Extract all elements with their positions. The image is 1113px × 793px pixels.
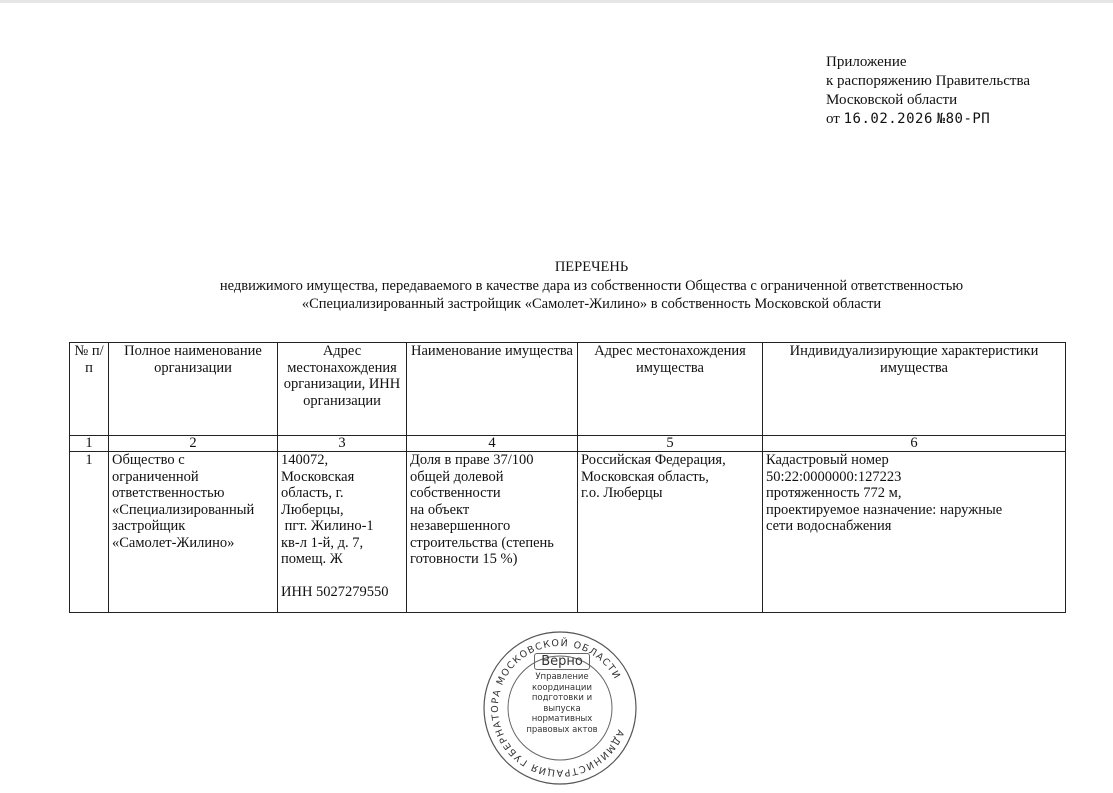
stamp-inner-line: правовых актов [526, 724, 598, 735]
text-line: «Специализированный [112, 501, 255, 518]
row-org-name [109, 452, 278, 613]
table-column-numbers-row [70, 436, 1066, 452]
stamp-inner-line: нормативных [531, 714, 593, 724]
top-border-line [0, 0, 1113, 3]
text-line: 140072, [281, 452, 329, 468]
text-line: Общество с [112, 452, 185, 468]
header-num: № п/п [70, 343, 109, 436]
property-table [69, 342, 1066, 613]
text-line: г.о. Люберцы [581, 485, 663, 501]
text-line: 50:22:0000000:127223 [766, 468, 902, 485]
stamp-inner-line: подготовки и выпуска [531, 693, 593, 714]
col-number: 2 [109, 436, 278, 452]
header-property-name: Наименование имущества [407, 343, 578, 436]
stamp-inner-line: координации [532, 682, 592, 693]
header-org-address: Адрес местонахождения организации, ИНН организации [278, 343, 407, 436]
title-heading: ПЕРЕЧЕНЬ [554, 259, 629, 275]
appendix-date: 16.02.2026 [843, 111, 933, 127]
row-num: 1 [70, 452, 109, 613]
row-inn: ИНН 5027279550 [281, 583, 389, 600]
col-number: 3 [278, 436, 407, 452]
stamp-verno: Верно [534, 653, 590, 670]
text-line: помещ. Ж [281, 551, 343, 567]
text-line: сети водоснабжения [766, 518, 892, 534]
header-org-name: Полное наименование организации [109, 343, 278, 436]
text-line: строительства (степень [410, 534, 554, 551]
text-line: «Самолет-Жилино» [112, 534, 235, 551]
text-line: ответственностью [112, 485, 225, 501]
text-line: Российская Федерация, [581, 452, 726, 468]
table-header-row [70, 343, 1066, 436]
appendix-line-1: Приложение [826, 54, 907, 70]
text-line: на объект [410, 501, 470, 518]
text-line: ограниченной [112, 468, 199, 485]
stamp-inner [516, 650, 608, 735]
text-line: Доля в праве 37/100 [410, 452, 534, 468]
appendix-from-label: от [826, 111, 840, 127]
text-line: пгт. Жилино-1 [281, 518, 374, 534]
document-title [0, 258, 1113, 314]
appendix-date-line [826, 110, 1030, 129]
official-stamp [480, 628, 640, 788]
appendix-block [826, 53, 1030, 129]
stamp-ring-text: АДМИНИСТРАЦИЯ ГУБЕРНАТОРА МОСКОВСКОЙ ОБЛАСТИ [489, 637, 626, 779]
text-line: протяженность 772 м, [766, 485, 902, 501]
appendix-line-2: к распоряжению Правительства [826, 73, 1031, 89]
text-line: Люберцы, [281, 501, 344, 518]
row-property-name [407, 452, 578, 613]
text-line: Кадастровый номер [766, 452, 889, 468]
stamp-inner-line: Управление [535, 672, 589, 682]
title-line-2: недвижимого имущества, передаваемого в качестве дара из собственности Общества с ограниченной ответственностью [219, 277, 964, 294]
row-property-address [578, 452, 763, 613]
col-number: 5 [578, 436, 763, 452]
col-number: 1 [70, 436, 109, 452]
text-line: застройщик [112, 518, 186, 534]
col-number: 4 [407, 436, 578, 452]
text-line: собственности [410, 485, 501, 501]
text-line: готовности 15 %) [410, 551, 518, 567]
appendix-number-label: № [936, 111, 946, 127]
row-org-address [278, 452, 407, 613]
text-line: Московская [281, 468, 355, 485]
title-line-3: «Специализированный застройщик «Самолет-Жилино» в собственность Московской области [301, 296, 882, 312]
text-line: Московская область, [581, 468, 709, 485]
text-line: кв-л 1-й, д. 7, [281, 534, 364, 551]
text-line: область, г. [281, 485, 344, 501]
spacer [281, 568, 403, 584]
text-line: проектируемое назначение: наружные [766, 501, 1003, 518]
appendix-line-3: Московской области [826, 92, 958, 108]
row-characteristics [763, 452, 1066, 613]
text-line: незавершенного [410, 518, 511, 534]
col-number: 6 [763, 436, 1066, 452]
header-characteristics: Индивидуализирующие характеристики имущества [763, 343, 1066, 436]
table-row [70, 452, 1066, 613]
appendix-number: 80-РП [945, 111, 991, 127]
header-property-address: Адрес местонахождения имущества [578, 343, 763, 436]
text-line: общей долевой [410, 468, 504, 485]
